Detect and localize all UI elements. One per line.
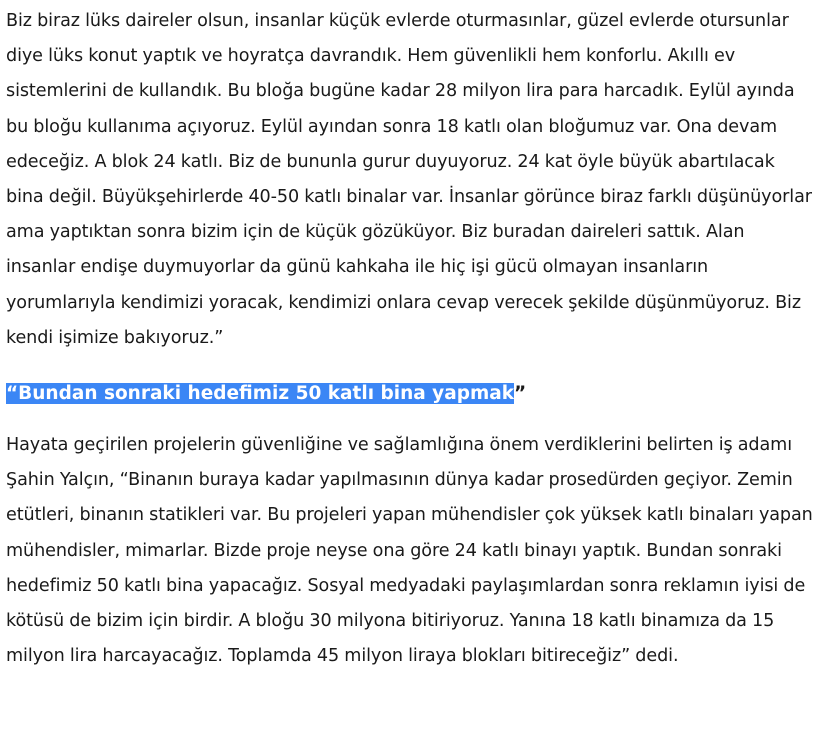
- subheading-closing-quote: ”: [514, 383, 527, 405]
- selected-text-highlight[interactable]: “Bundan sonraki hedefimiz 50 katlı bina yapmak: [6, 383, 515, 405]
- article-subheading: [6, 380, 815, 408]
- article-paragraph-2: Hayata geçirilen projelerin güvenliğine ve sağlamlığına önem verdiklerini belirten iş adamı Şahin Yalçın, “Binanın buraya kadar yapılmasının dünya kadar prosedürden geçiyor. Zemin etütleri, binanın statikleri var. Bu projeleri yapan mühendisler çok yüksek katlı binaları yapan mühendisler, mimarlar. Bizde proje neyse ona göre 24 katlı binayı yaptık. Bundan sonraki hedefimiz 50 katlı bina yapacağız. Sosyal medyadaki paylaşımlardan sonra reklamın iyisi de kötüsü de bizim için birdir. A bloğu 30 milyona bitiriyoruz. Yanına 18 katlı binamıza da 15 milyon lira harcayacağız. Toplamda 45 milyon liraya blokları bitireceğiz” dedi.: [6, 435, 813, 667]
- article-body: [0, 4, 821, 674]
- article-paragraph-1: Biz biraz lüks daireler olsun, insanlar küçük evlerde oturmasınlar, güzel evlerde otursunlar diye lüks konut yaptık ve hoyratça davrandık. Hem güvenlikli hem konforlu. Akıllı ev sistemlerini de kullandık. Bu bloğa bugüne kadar 28 milyon lira para harcadık. Eylül ayında bu bloğu kullanıma açıyoruz. Eylül ayından sonra 18 katlı olan bloğumuz var. Ona devam edeceğiz. A blok 24 katlı. Biz de bununla gurur duyuyoruz. 24 kat öyle büyük abartılacak bina değil. Büyükşehirlerde 40-50 katlı binalar var. İnsanlar görünce biraz farklı düşünüyorlar ama yaptıktan sonra bizim için de küçük gözüküyor. Biz buradan daireleri sattık. Alan insanlar endişe duymuyorlar da günü kahkaha ile hiç işi gücü olmayan insanların yorumlarıyla kendimizi yoracak, kendimizi onlara cevap verecek şekilde düşünmüyoruz. Biz kendi işimize bakıyoruz.”: [6, 11, 812, 348]
